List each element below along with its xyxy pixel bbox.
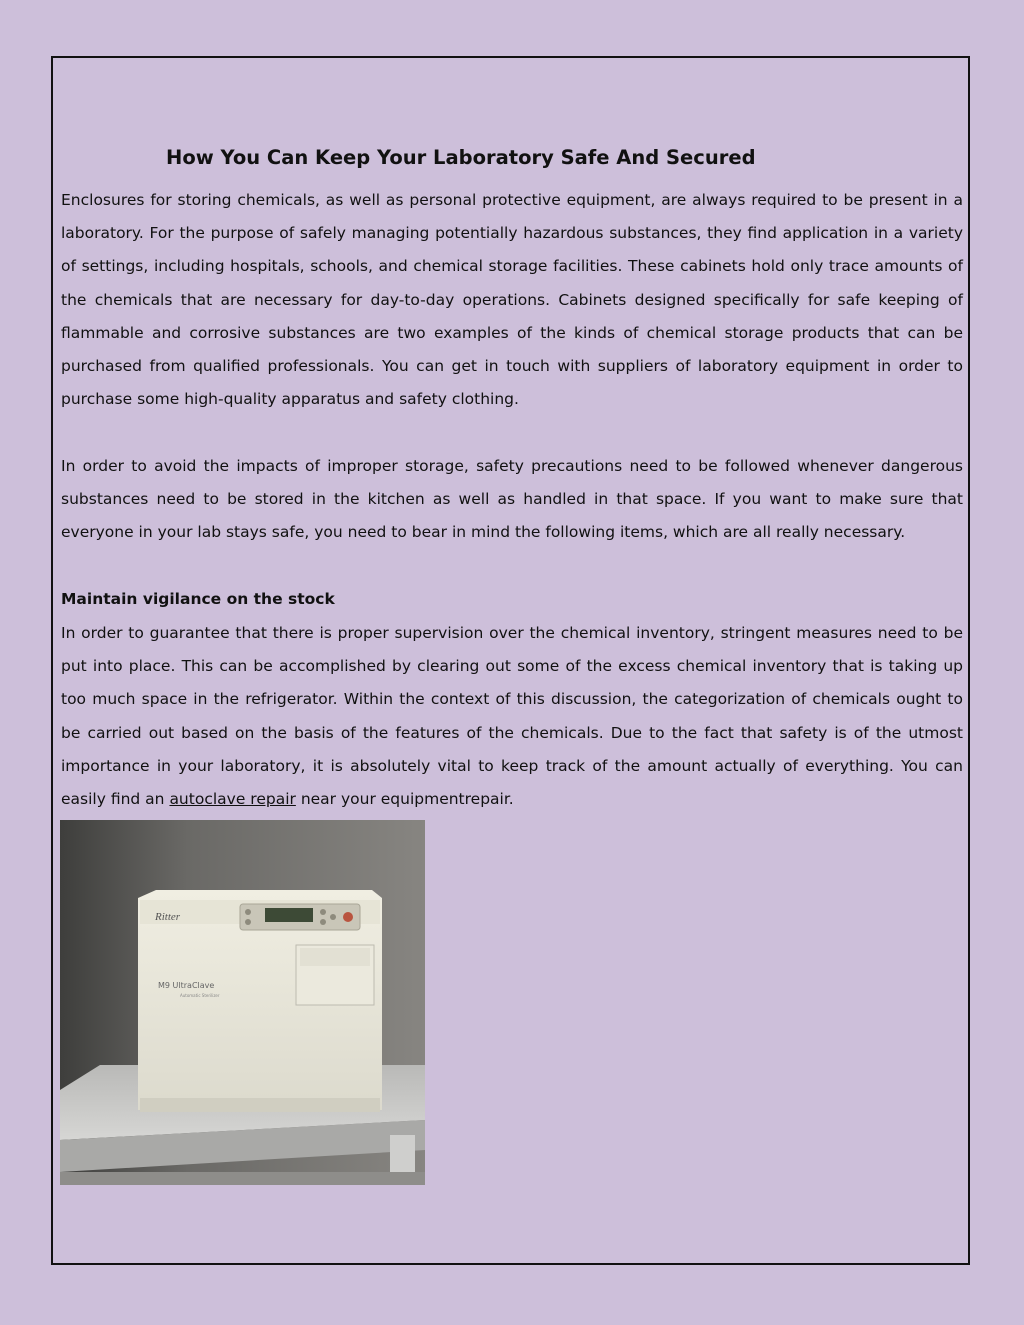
paragraph-stock-text: In order to guarantee that there is proper supervision over the chemical inventory, stringent measures need to be put into place. This can be accomplished by clearing out some of the excess chemical inventory that is taking up too much space in the refrigerator. Within the context of this discussion, the categorization of chemicals ought to be carried out based on the basis of the features of the chemicals. Due to the fact that safety is of the utmost importance in your laboratory, it is absolutely vital to keep track of the amount actually of everything. You can easily find an — [61, 624, 963, 809]
section-heading: Maintain vigilance on the stock — [61, 590, 335, 608]
model-sub-label: Automatic Sterilizer — [180, 993, 220, 998]
paragraph-stock — [61, 617, 963, 816]
autoclave-repair-link[interactable]: autoclave repair — [169, 790, 296, 809]
autoclave-illustration — [60, 820, 425, 1185]
paragraph-precautions: In order to avoid the impacts of improper storage, safety precautions need to be followed whenever dangerous substances need to be stored in the kitchen as well as handled in that space. If you want to make sure that everyone in your lab stays safe, you need to bear in mind the following items, which are all really necessary. — [61, 457, 963, 542]
autoclave-photo — [60, 820, 425, 1185]
paragraph-intro: Enclosures for storing chemicals, as well as personal protective equipment, are always required to be present in a laboratory. For the purpose of safely managing potentially hazardous substances, they find application in a variety of settings, including hospitals, schools, and chemical storage facilities. These cabinets hold only trace amounts of the chemicals that are necessary for day-to-day operations. Cabinets designed specifically for safe keeping of flammable and corrosive substances are two examples of the kinds of chemical storage products that can be purchased from qualified professionals. You can get in touch with suppliers of laboratory equipment in order to purchase some high-quality apparatus and safety clothing. — [61, 191, 963, 409]
model-label: M9 UltraClave — [158, 981, 215, 990]
paragraph-stock-tail: near your equipmentrepair. — [300, 790, 514, 809]
brand-label: Ritter — [155, 911, 181, 923]
page-title: How You Can Keep Your Laboratory Safe And Secured — [166, 146, 756, 169]
